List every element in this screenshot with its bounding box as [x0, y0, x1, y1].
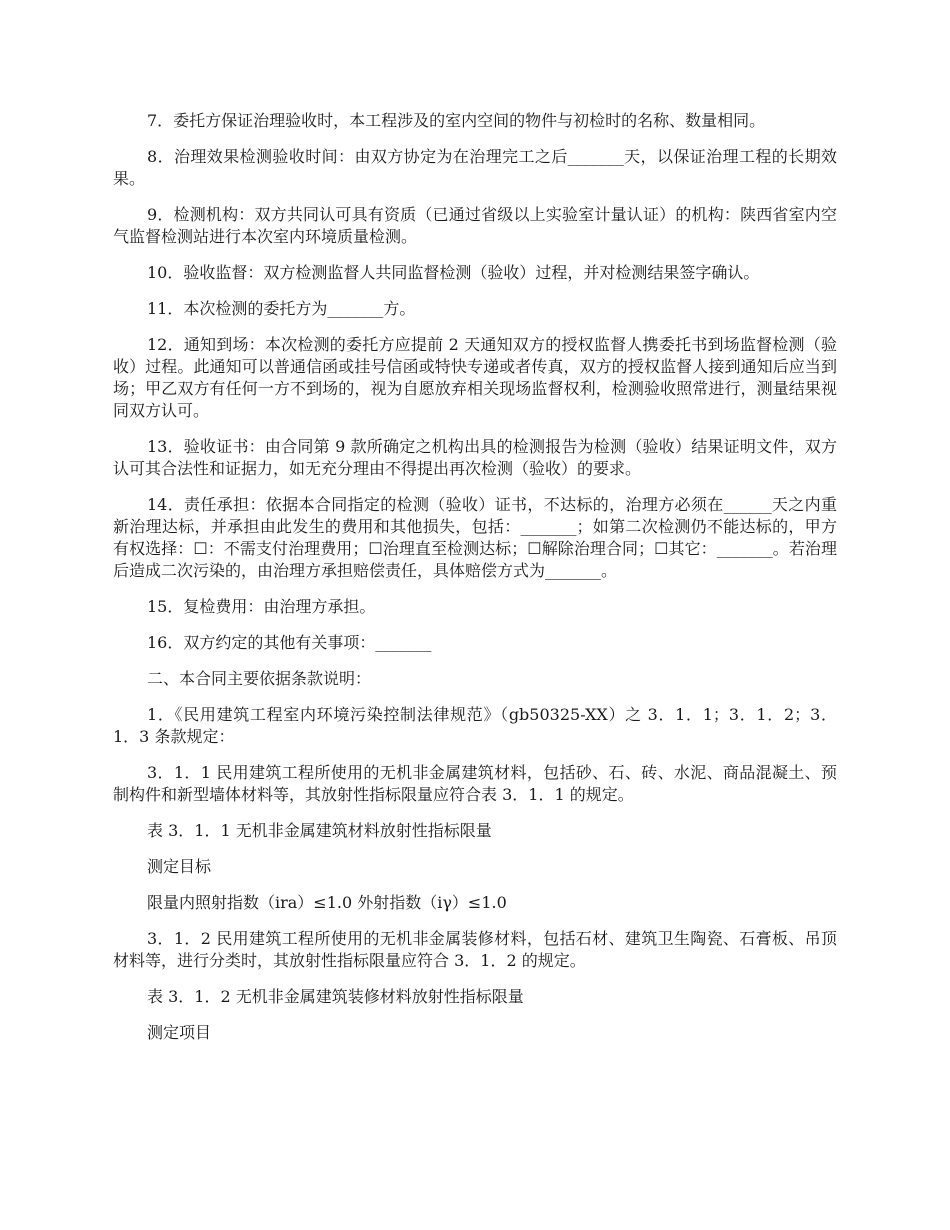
clause-8: 8．治理效果检测验收时间：由双方协定为在治理完工之后_______天，以保证治理工程的长期效果。: [113, 147, 837, 188]
clause-16: 16．双方约定的其他有关事项：_______: [147, 633, 432, 652]
clause-13: 13．验收证书：由合同第 9 款所确定之机构出具的检测报告为检测（验收）结果证明文件，双方认可其合法性和证据力，如无充分理由不得提出再次检测（验收）的要求。: [113, 437, 837, 478]
section-heading-2: 二、本合同主要依据条款说明：: [147, 669, 372, 688]
clause-9: 9．检测机构：双方共同认可具有资质（已通过省级以上实验室计量认证）的机构：陕西省室内空气监督检测站进行本次室内环境质量检测。: [113, 205, 837, 246]
clause-15: 15．复检费用：由治理方承担。: [147, 597, 376, 616]
table-3-1-2-caption: 表 3．1．2 无机非金属建筑装修材料放射性指标限量: [147, 987, 524, 1006]
clause-12: 12．通知到场：本次检测的委托方应提前 2 天通知双方的授权监督人携委托书到场监督检测（验收）过程。此通知可以普通信函或挂号信函或特快专递或者传真，双方的授权监督人接到通知后应当到场；甲乙双方有任何一方不到场的，视为自愿放弃相关现场监督权利，检测验收照常进行，测量结果视同双方认可。: [113, 335, 837, 420]
article-3-1-1: 3．1．1 民用建筑工程所使用的无机非金属建筑材料，包括砂、石、砖、水泥、商品混凝土、预制构件和新型墙体材料等，其放射性指标限量应符合表 3．1．1 的规定。: [113, 763, 837, 804]
table-3-1-1-header: 测定目标: [147, 857, 212, 876]
article-3-1-2: 3．1．2 民用建筑工程所使用的无机非金属装修材料，包括石材、建筑卫生陶瓷、石膏板、吊顶材料等，进行分类时，其放射性指标限量应符合 3．1．2 的规定。: [113, 929, 837, 970]
table-3-1-2-header: 测定项目: [147, 1023, 212, 1042]
clause-7: 7．委托方保证治理验收时，本工程涉及的室内空间的物件与初检时的名称、数量相同。: [147, 111, 766, 130]
basis-item-1: 1．《民用建筑工程室内环境污染控制法律规范》（gb50325-XX）之 3．1．1；3．1．2；3．1．3 条款规定：: [113, 705, 837, 746]
table-3-1-1-caption: 表 3．1．1 无机非金属建筑材料放射性指标限量: [147, 821, 492, 840]
clause-10: 10．验收监督：双方检测监督人共同监督检测（验收）过程，并对检测结果签字确认。: [147, 263, 760, 282]
clause-14: 14．责任承担：依据本合同指定的检测（验收）证书，不达标的，治理方必须在______天之内重新治理达标，并承担由此发生的费用和其他损失，包括：_______；如第二次检测仍不能达标的，甲方有权选择：☐：不需支付治理费用；☐治理直至检测达标；☐解除治理合同；☐其它：_______。若治理后造成二次污染的，由治理方承担赔偿责任，具体赔偿方式为_______。: [113, 495, 837, 580]
clause-11: 11．本次检测的委托方为_______方。: [147, 299, 416, 318]
document-body: [113, 110, 837, 1058]
table-3-1-1-limits: 限量内照射指数（ira）≤1.0 外射指数（iγ）≤1.0: [147, 893, 507, 912]
